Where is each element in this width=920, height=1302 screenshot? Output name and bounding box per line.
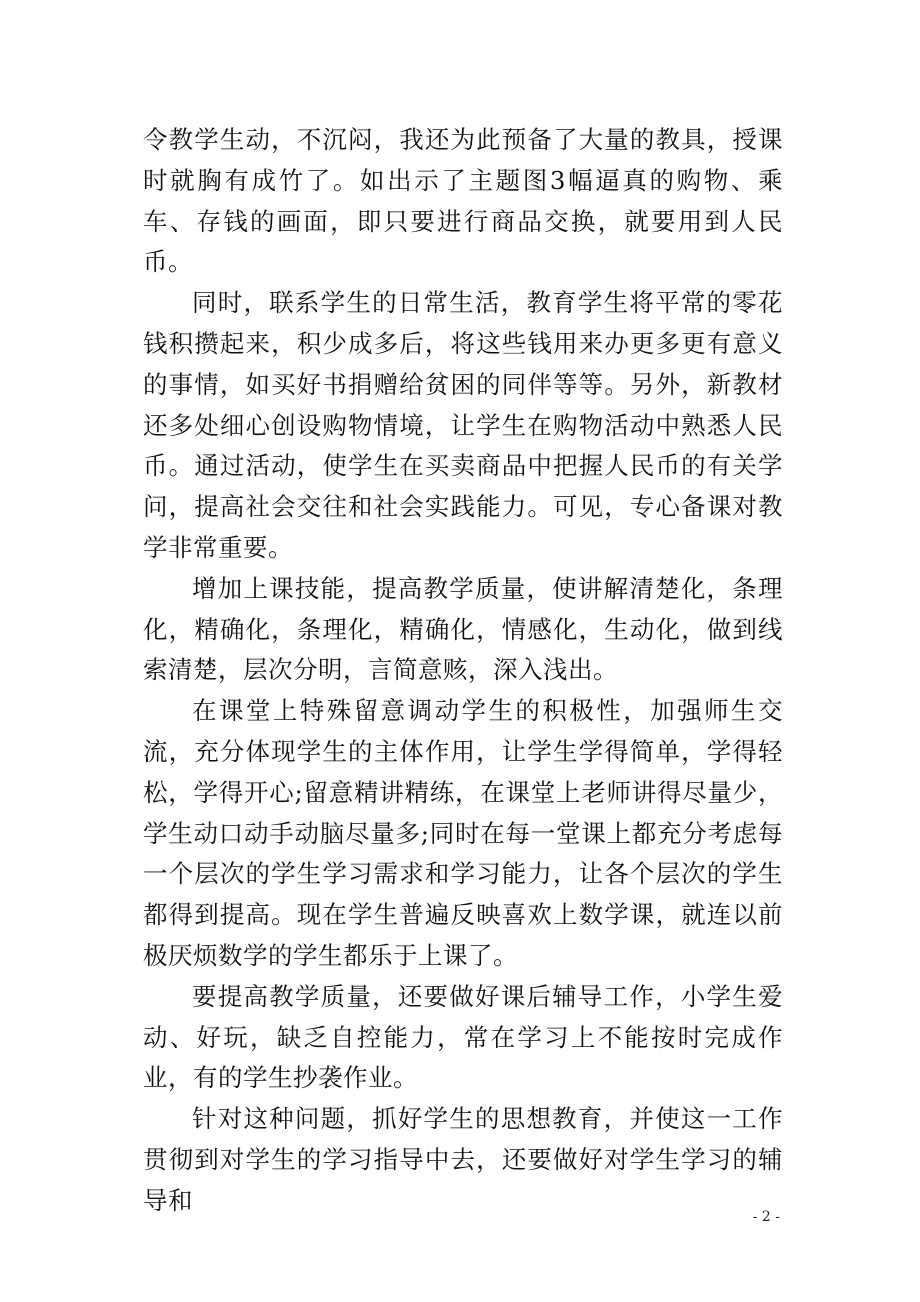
paragraph-4: 在课堂上特殊留意调动学生的积极性，加强师生交流，充分体现学生的主体作用，让学生学得简单，学得轻松，学得开心;留意精讲精练，在课堂上老师讲得尽量少，学生动口动手动脑尽量多;同时在每一堂课上都充分考虑每一个层次的学生学习需求和学习能力，让各个层次的学生都得到提高。现在学生普遍反映喜欢上数学课，就连以前极厌烦数学的学生都乐于上课了。 — [143, 696, 783, 970]
paragraph-1: 令教学生动，不沉闷，我还为此预备了大量的教具，授课时就胸有成竹了。如出示了主题图3幅逼真的购物、乘车、存钱的画面，即只要进行商品交换，就要用到人民币。 — [143, 125, 783, 277]
document-body — [143, 120, 783, 1222]
paragraph-3: 增加上课技能，提高教学质量，使讲解清楚化，条理化，精确化，条理化，精确化，情感化，生动化，做到线索清楚，层次分明，言简意赅，深入浅出。 — [143, 573, 783, 685]
page-number: - 2 - — [752, 1209, 780, 1225]
paragraph-2: 同时，联系学生的日常生活，教育学生将平常的零花钱积攒起来，积少成多后，将这些钱用来办更多更有意义的事情，如买好书捐赠给贫困的同伴等等。另外，新教材还多处细心创设购物情境，让学生在购物活动中熟悉人民币。通过活动，使学生在买卖商品中把握人民币的有关学问，提高社会交往和社会实践能力。可见，专心备课对教学非常重要。 — [143, 288, 783, 562]
paragraph-6: 针对这种问题，抓好学生的思想教育，并使这一工作贯彻到对学生的学习指导中去，还要做好对学生学习的辅导和 — [143, 1104, 783, 1215]
paragraph-5: 要提高教学质量，还要做好课后辅导工作，小学生爱动、好玩，缺乏自控能力，常在学习上不能按时完成作业，有的学生抄袭作业。 — [143, 981, 783, 1093]
